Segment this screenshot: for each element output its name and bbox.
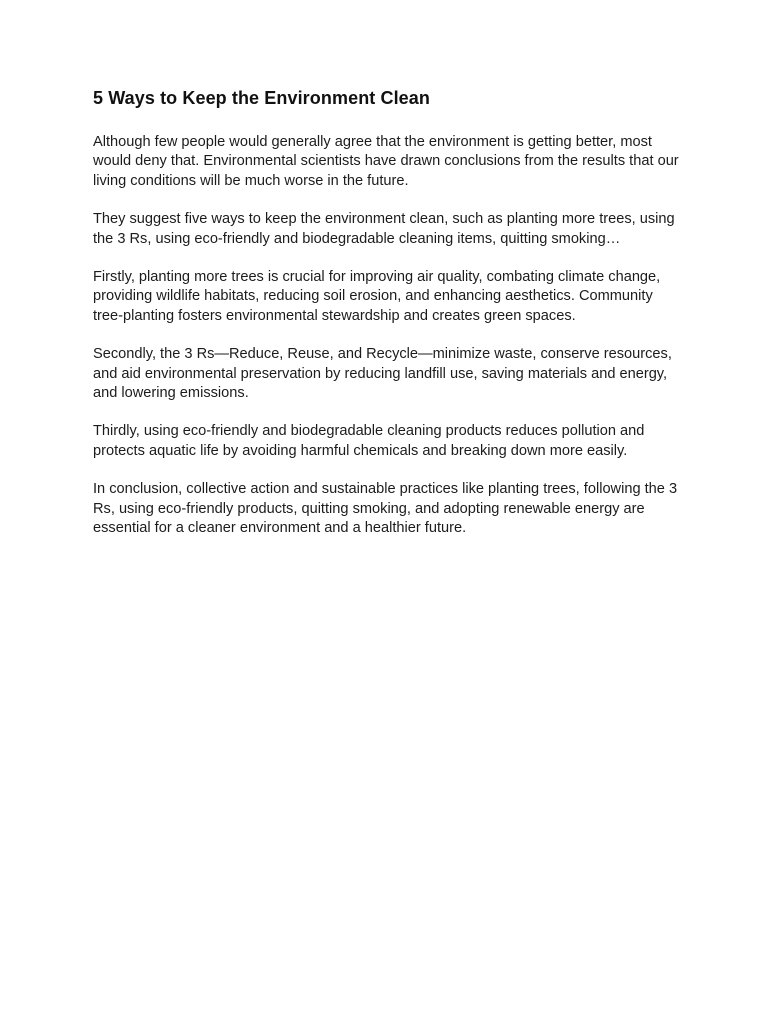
- paragraph-cleaning-products: Thirdly, using eco-friendly and biodegradable cleaning products reduces pollution and protects aquatic life by avoiding harmful chemicals and breaking down more easily.: [93, 423, 645, 459]
- document-title: 5 Ways to Keep the Environment Clean: [93, 88, 431, 108]
- paragraph-intro: Although few people would generally agree that the environment is getting better, most would deny that. Environmental scientists have drawn conclusions from the results that our living conditions will be much worse in the future.: [93, 134, 679, 189]
- paragraph-three-rs: Secondly, the 3 Rs—Reduce, Reuse, and Recycle—minimize waste, conserve resources, and aid environmental preservation by reducing landfill use, saving materials and energy, and lowering emissions.: [93, 346, 672, 402]
- paragraph-five-ways: They suggest five ways to keep the environment clean, such as planting more trees, using the 3 Rs, using eco-friendly and biodegradable cleaning items, quitting smoking…: [93, 211, 675, 247]
- paragraph-planting-trees: Firstly, planting more trees is crucial for improving air quality, combating climate change, providing wildlife habitats, reducing soil erosion, and enhancing aesthetics. Community tree-planting fosters environmental stewardship and creates green spaces.: [93, 269, 661, 324]
- document-page: [93, 86, 683, 558]
- paragraph-conclusion: In conclusion, collective action and sustainable practices like planting trees, following the 3 Rs, using eco-friendly products, quitting smoking, and adopting renewable energy are essential for a cleaner environment and a healthier future.: [93, 481, 678, 537]
